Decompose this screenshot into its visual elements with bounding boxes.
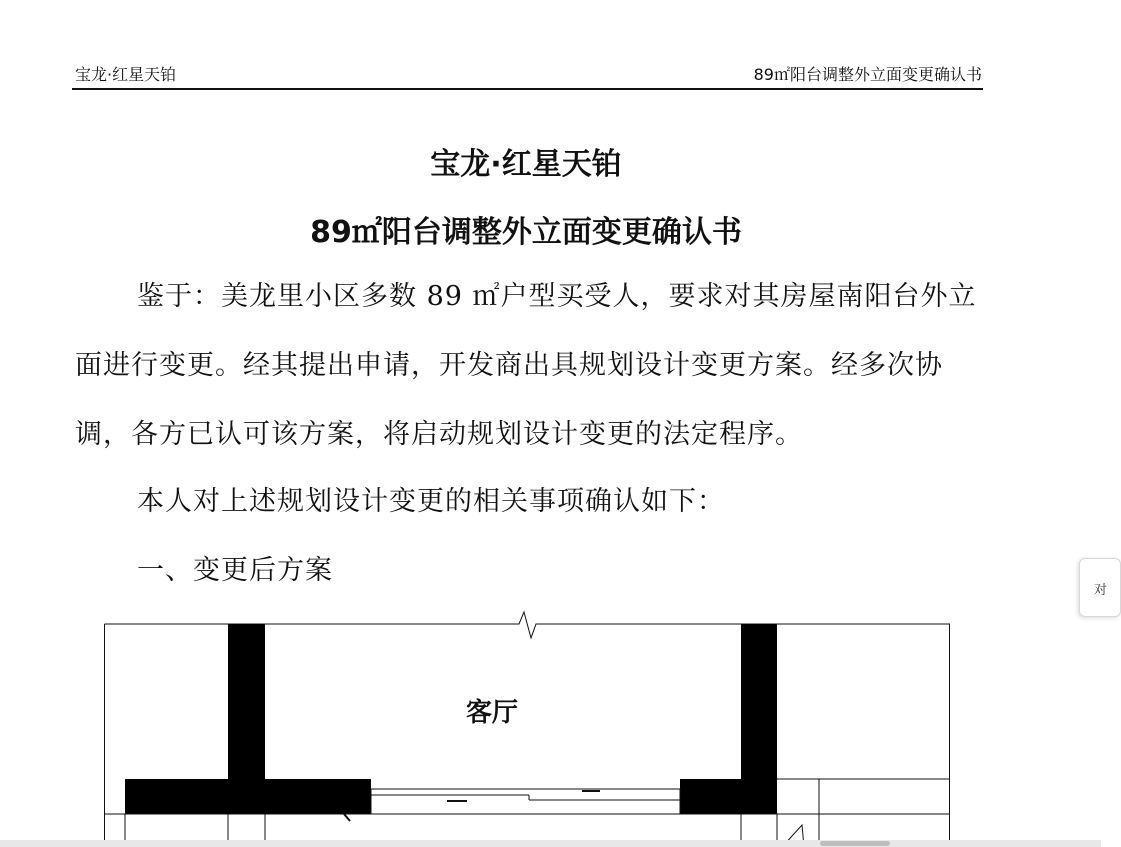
floor-plan-drawing <box>104 611 954 847</box>
body-paragraph-2: 本人对上述规划设计变更的相关事项确认如下： <box>137 486 725 517</box>
plan-mark <box>344 814 350 821</box>
document-title: 宝龙·红星天铂 <box>430 147 622 182</box>
document-subtitle: 89㎡阳台调整外立面变更确认书 <box>310 215 742 250</box>
side-floating-tab[interactable] <box>1079 558 1121 617</box>
horizontal-scrollbar[interactable] <box>0 840 1101 847</box>
scrollbar-thumb[interactable] <box>820 841 890 846</box>
wall-right-slab <box>680 779 777 814</box>
side-tab-label: 对 <box>1094 583 1108 598</box>
wall-left-slab <box>125 779 371 814</box>
page-header-left: 宝龙·红星天铂 <box>75 65 177 84</box>
header-rule <box>72 88 983 90</box>
plan-right-step <box>777 779 819 847</box>
page-header-right: 89㎡阳台调整外立面变更确认书 <box>753 65 982 84</box>
section-heading-1: 一、变更后方案 <box>137 555 333 586</box>
room-label-living-room: 客厅 <box>466 698 519 728</box>
body-paragraph-1: 鉴于：美龙里小区多数 89 ㎡户型买受人，要求对其房屋南阳台外立面进行变更。经其提出申请，开发商出具规划设计变更方案。经多次协调，各方已认可该方案，将启动规划设计变更的法定程序。 <box>75 281 977 450</box>
sliding-door-frame <box>371 789 680 814</box>
